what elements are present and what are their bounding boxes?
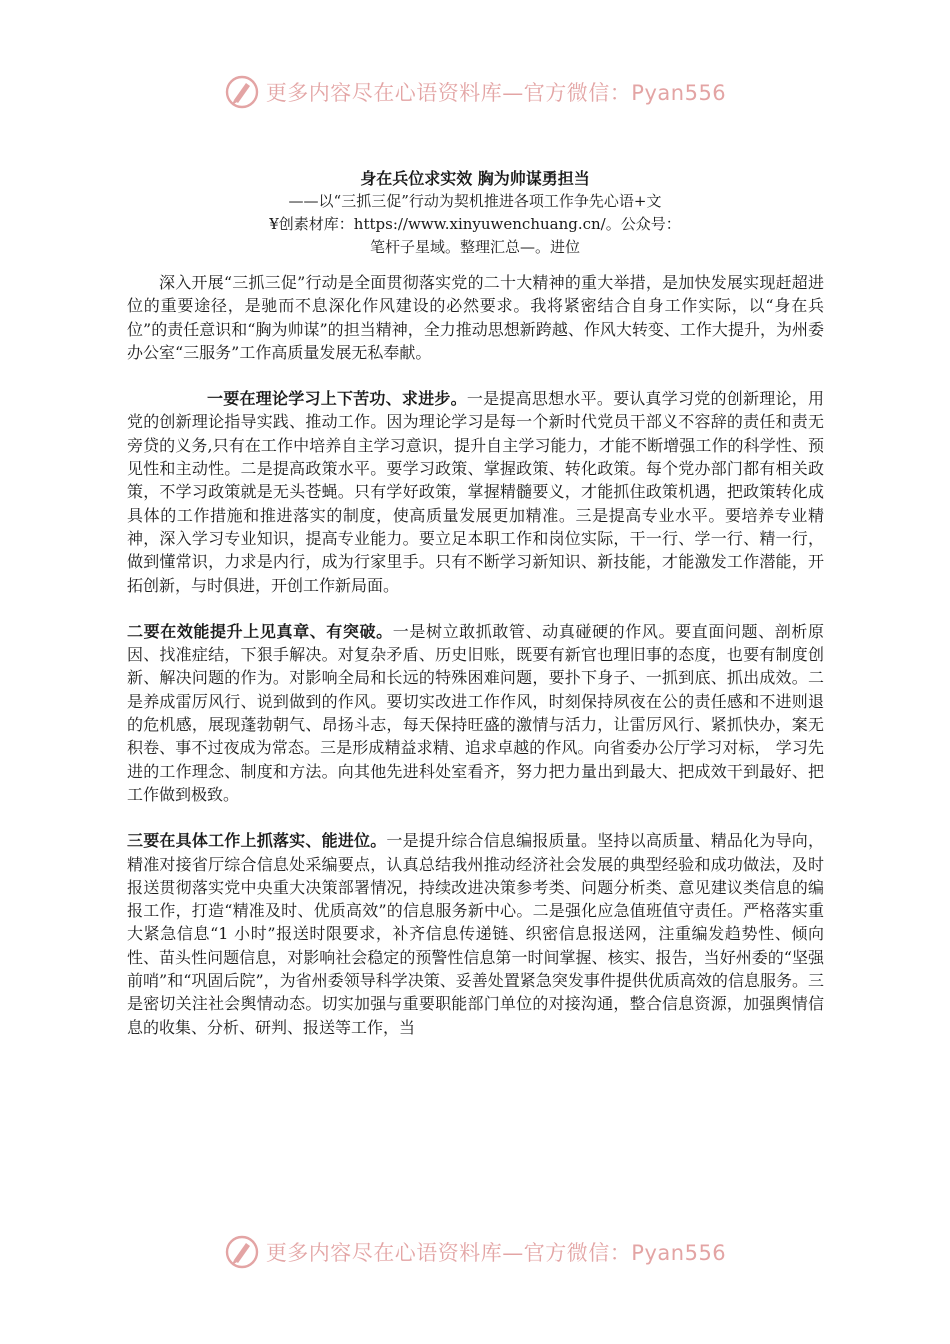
section-2-heading: 二要在效能提升上见真章、有突破。 [127,621,393,641]
source-line: ¥创素材库：https://www.xinyuwenchuang.cn/。公众号： [269,215,681,233]
footer-watermark [0,1230,950,1274]
document-body [127,271,824,1039]
section-2-text: 一是树立敢抓敢管、动真碰硬的作风。要直面问题、剖析原因、找准症结，下狠手解决。对复杂矛盾、历史旧账，既要有新官也理旧事的态度，也要有制度创新、解决问题的作为。对影响全局和长远的特殊困难问题，要扑下身子、一抓到底、抓出成效。二是养成雷厉风行、说到做到的作风。要切实改进工作作风，时刻保持夙夜在公的责任感和不进则退的危机感，展现蓬勃朝气、昂扬斗志，每天保持旺盛的激情与活力，让雷厉风行、紧抓快办，案无积卷、事不过夜成为常态。三是形成精益求精、追求卓越的作风。向省委办公厅学习对标， 学习先进的工作理念、制度和方法。向其他先进科处室看齐，努力把力量出到最大、把成效干到最好、把工作做到极致。 [127,621,824,804]
document-header [125,167,825,259]
pen-logo-icon [224,74,260,110]
section-2-paragraph [127,620,824,806]
section-1-text: 一是提高思想水平。要认真学习党的创新理论，用党的创新理论指导实践、推动工作。因为理论学习是每一个新时代党员干部义不容辞的责任和责无旁贷的义务,只有在工作中培养自主学习意识，提升自主学习能力，才能不断增强工作的科学性、预见性和主动性。二是提高政策水平。要学习政策、掌握政策、转化政策。每个党办部门都有相关政策，不学习政策就是无头苍蝇。只有学好政策，掌握精髓要义，才能抓住政策机遇，把政策转化成具体的工作措施和推进落实的制度，使高质量发展更加精准。三是提高专业水平。要培养专业精神，深入学习专业知识，提高专业能力。要立足本职工作和岗位实际，干一行、学一行、精一行，做到懂常识，力求是内行，成为行家里手。只有不断学习新知识、新技能，才能激发工作潜能，开拓创新，与时俱进，开创工作新局面。 [127,389,824,595]
source-line-2: 笔杆子星域。整理汇总—。进位 [369,238,580,256]
pen-logo-icon [224,1234,260,1270]
section-3-text: 一是提升综合信息编报质量。坚持以高质量、精品化为导向，精准对接省厅综合信息处采编要点，认真总结我州推动经济社会发展的典型经验和成功做法，及时报送贯彻落实党中央重大决策部署情况，持续改进决策参考类、问题分析类、意见建议类信息的编报工作，打造“精准及时、优质高效”的信息服务新中心。二是强化应急值班值守责任。严格落实重大紧急信息“1 小时”报送时限要求，补齐信息传递链、织密信息报送网，注重编发趋势性、倾向性、苗头性问题信息，对影响社会稳定的预警性信息第一时间掌握、核实、报告，当好州委的“坚强前哨”和“巩固后院”，为省州委领导科学决策、妥善处置紧急突发事件提供优质高效的信息服务。三是密切关注社会舆情动态。切实加强与重要职能部门单位的对接沟通，整合信息资源，加强舆情信息的收集、分析、研判、报送等工作，当 [127,831,824,1037]
watermark-text: 更多内容尽在心语资料库—官方微信：Pyan556 [265,1241,727,1265]
intro-paragraph: 深入开展“三抓三促”行动是全面贯彻落实党的二十大精神的重大举措，是加快发展实现赶超进位的重要途径，是驰而不息深化作风建设的必然要求。我将紧密结合自身工作实际，以“身在兵位”的责任意识和“胸为帅谋”的担当精神，全力推动思想新跨越、作风大转变、工作大提升，为州委办公室“三服务”工作高质量发展无私奉献。 [127,273,824,362]
section-3-heading: 三要在具体工作上抓落实、能进位。 [127,831,387,851]
document-subtitle: ——以“三抓三促”行动为契机推进各项工作争先心语+文 [288,192,662,210]
watermark-text: 更多内容尽在心语资料库—官方微信：Pyan556 [265,81,727,105]
header-watermark [0,70,950,114]
document-title: 身在兵位求实效 胸为帅谋勇担当 [360,169,590,188]
section-1-paragraph [127,387,824,597]
section-1-heading: 一要在理论学习上下苦功、求进步。 [207,389,467,409]
section-3-paragraph [127,829,824,1039]
